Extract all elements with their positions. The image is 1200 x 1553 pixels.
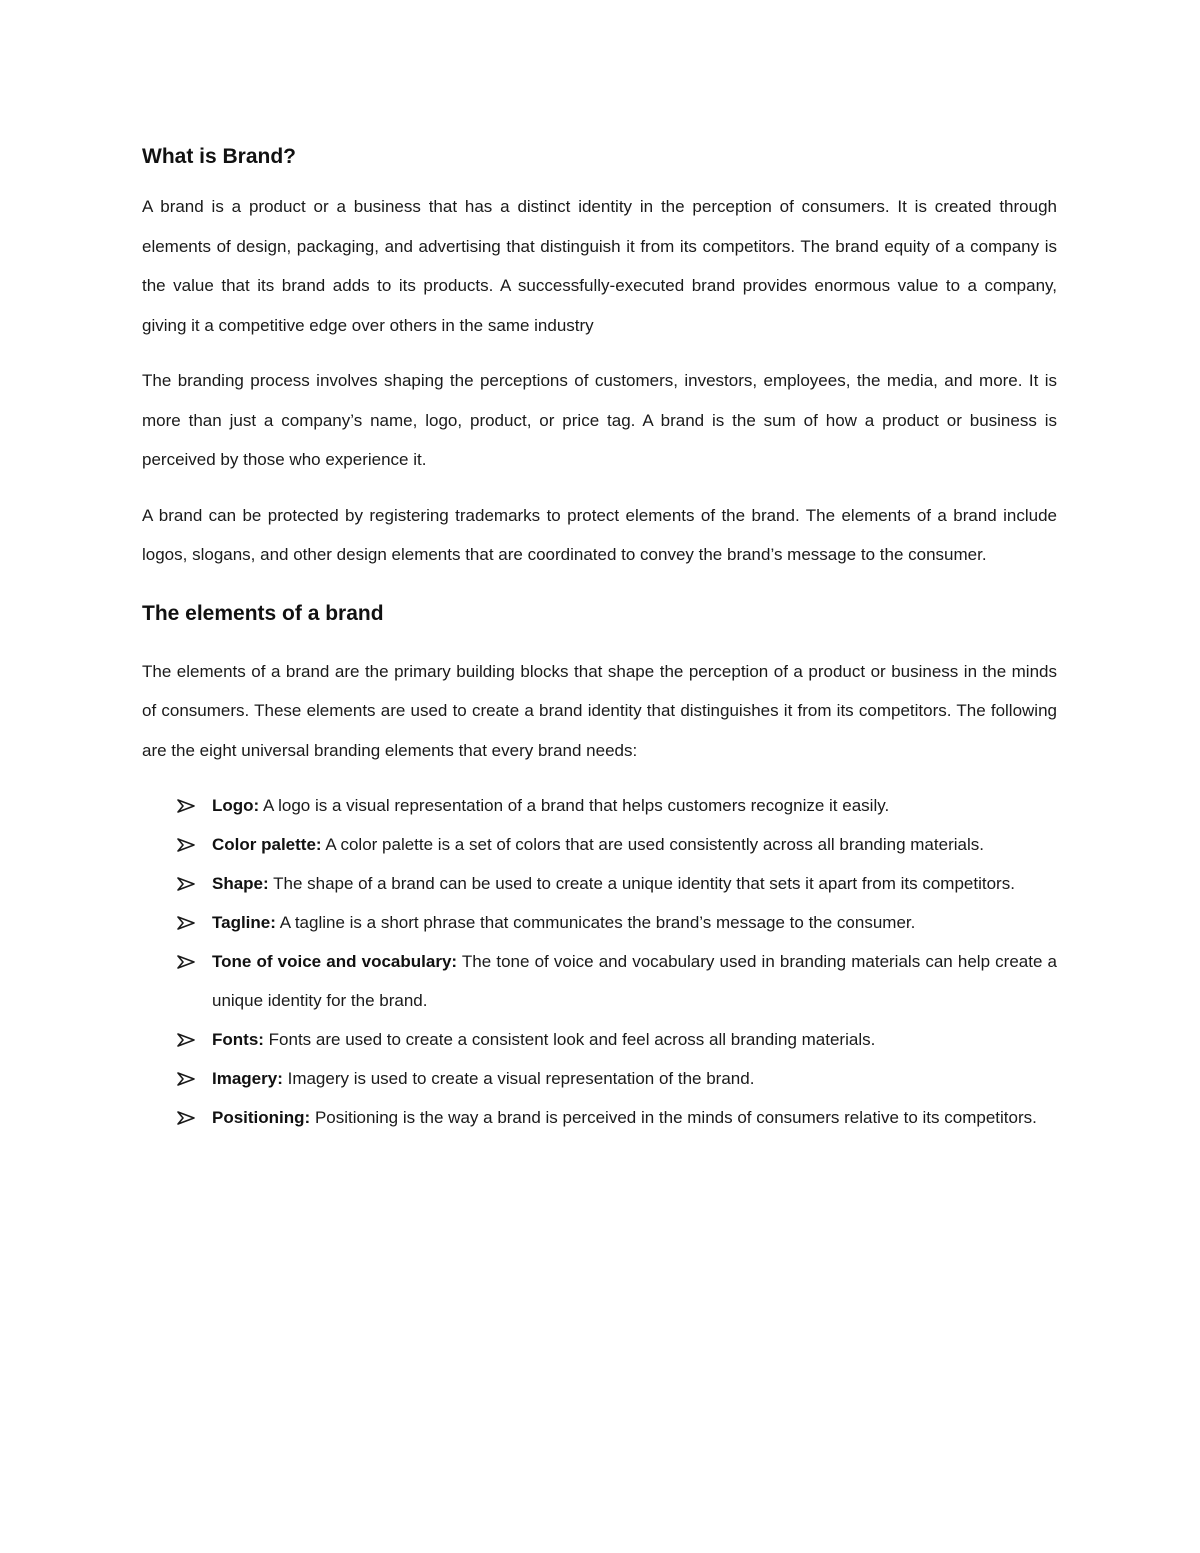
list-item-text: Fonts are used to create a consistent look and feel across all branding materials. (263, 1030, 876, 1049)
paragraph-brand-protection: A brand can be protected by registering trademarks to protect elements of the brand. The elements of a brand include logos, slogans, and other design elements that are coordinated to convey the brand’s message to the consumer. (142, 505, 1057, 564)
list-item-term: Tagline: (212, 913, 276, 932)
list-item-term: Logo: (212, 796, 260, 815)
list-item-term: Tone of voice and vocabulary: (212, 952, 458, 971)
arrowhead-bullet-icon (177, 786, 195, 825)
arrowhead-bullet-icon (177, 1020, 195, 1059)
section-heading-elements-of-brand: The elements of a brand (142, 601, 384, 625)
arrowhead-bullet-icon (177, 1059, 195, 1098)
arrowhead-bullet-icon (177, 903, 195, 942)
section-heading-what-is-brand: What is Brand? (142, 145, 297, 168)
document-page (142, 140, 1057, 1137)
paragraph-elements-intro: The elements of a brand are the primary building blocks that shape the perception of a product or business in the minds of consumers. These elements are used to create a brand identity that distinguishes it from its competitors. The following are the eight universal branding elements that every brand needs: (142, 661, 1057, 760)
paragraph-branding-process: The branding process involves shaping the perceptions of customers, investors, employees, the media, and more. It is more than just a company’s name, logo, product, or price tag. A brand is the sum of how a product or business is perceived by those who experience it. (142, 371, 1057, 469)
arrowhead-bullet-icon (177, 942, 195, 981)
list-item-text: A logo is a visual representation of a brand that helps customers recognize it easily. (259, 796, 890, 815)
list-item-term: Fonts: (212, 1030, 264, 1049)
list-item-text: The shape of a brand can be used to create a unique identity that sets it apart from its competitors. (268, 874, 1015, 893)
brand-elements-list (142, 786, 1057, 1137)
paragraph-brand-definition: A brand is a product or a business that has a distinct identity in the perception of consumers. It is created through elements of design, packaging, and advertising that distinguish it from its competitors. The brand equity of a company is the value that its brand adds to its products. A successfully-executed brand provides enormous value to a company, giving it a competitive edge over others in the same industry (142, 197, 1057, 335)
list-item-text: A color palette is a set of colors that are used consistently across all branding materials. (321, 835, 984, 854)
list-item (212, 825, 1057, 864)
list-item-term: Imagery: (212, 1069, 283, 1088)
list-item-text: The tone of voice and vocabulary used in branding materials can help create a unique identity for the brand. (212, 952, 1057, 1010)
list-item-text: Imagery is used to create a visual representation of the brand. (282, 1069, 755, 1088)
list-item (212, 1020, 1057, 1059)
list-item-term: Shape: (212, 874, 269, 893)
arrowhead-bullet-icon (177, 1098, 195, 1137)
list-item-text: Positioning is the way a brand is perceived in the minds of consumers relative to its competitors. (310, 1108, 1037, 1127)
list-item (212, 864, 1057, 903)
list-item (212, 1059, 1057, 1098)
list-item-text: A tagline is a short phrase that communicates the brand’s message to the consumer. (275, 913, 916, 932)
list-item (212, 942, 1057, 1020)
list-item (212, 1098, 1057, 1137)
list-item-term: Positioning: (212, 1108, 311, 1127)
list-item-term: Color palette: (212, 835, 322, 854)
list-item (212, 786, 1057, 825)
arrowhead-bullet-icon (177, 864, 195, 903)
list-item (212, 903, 1057, 942)
arrowhead-bullet-icon (177, 825, 195, 864)
